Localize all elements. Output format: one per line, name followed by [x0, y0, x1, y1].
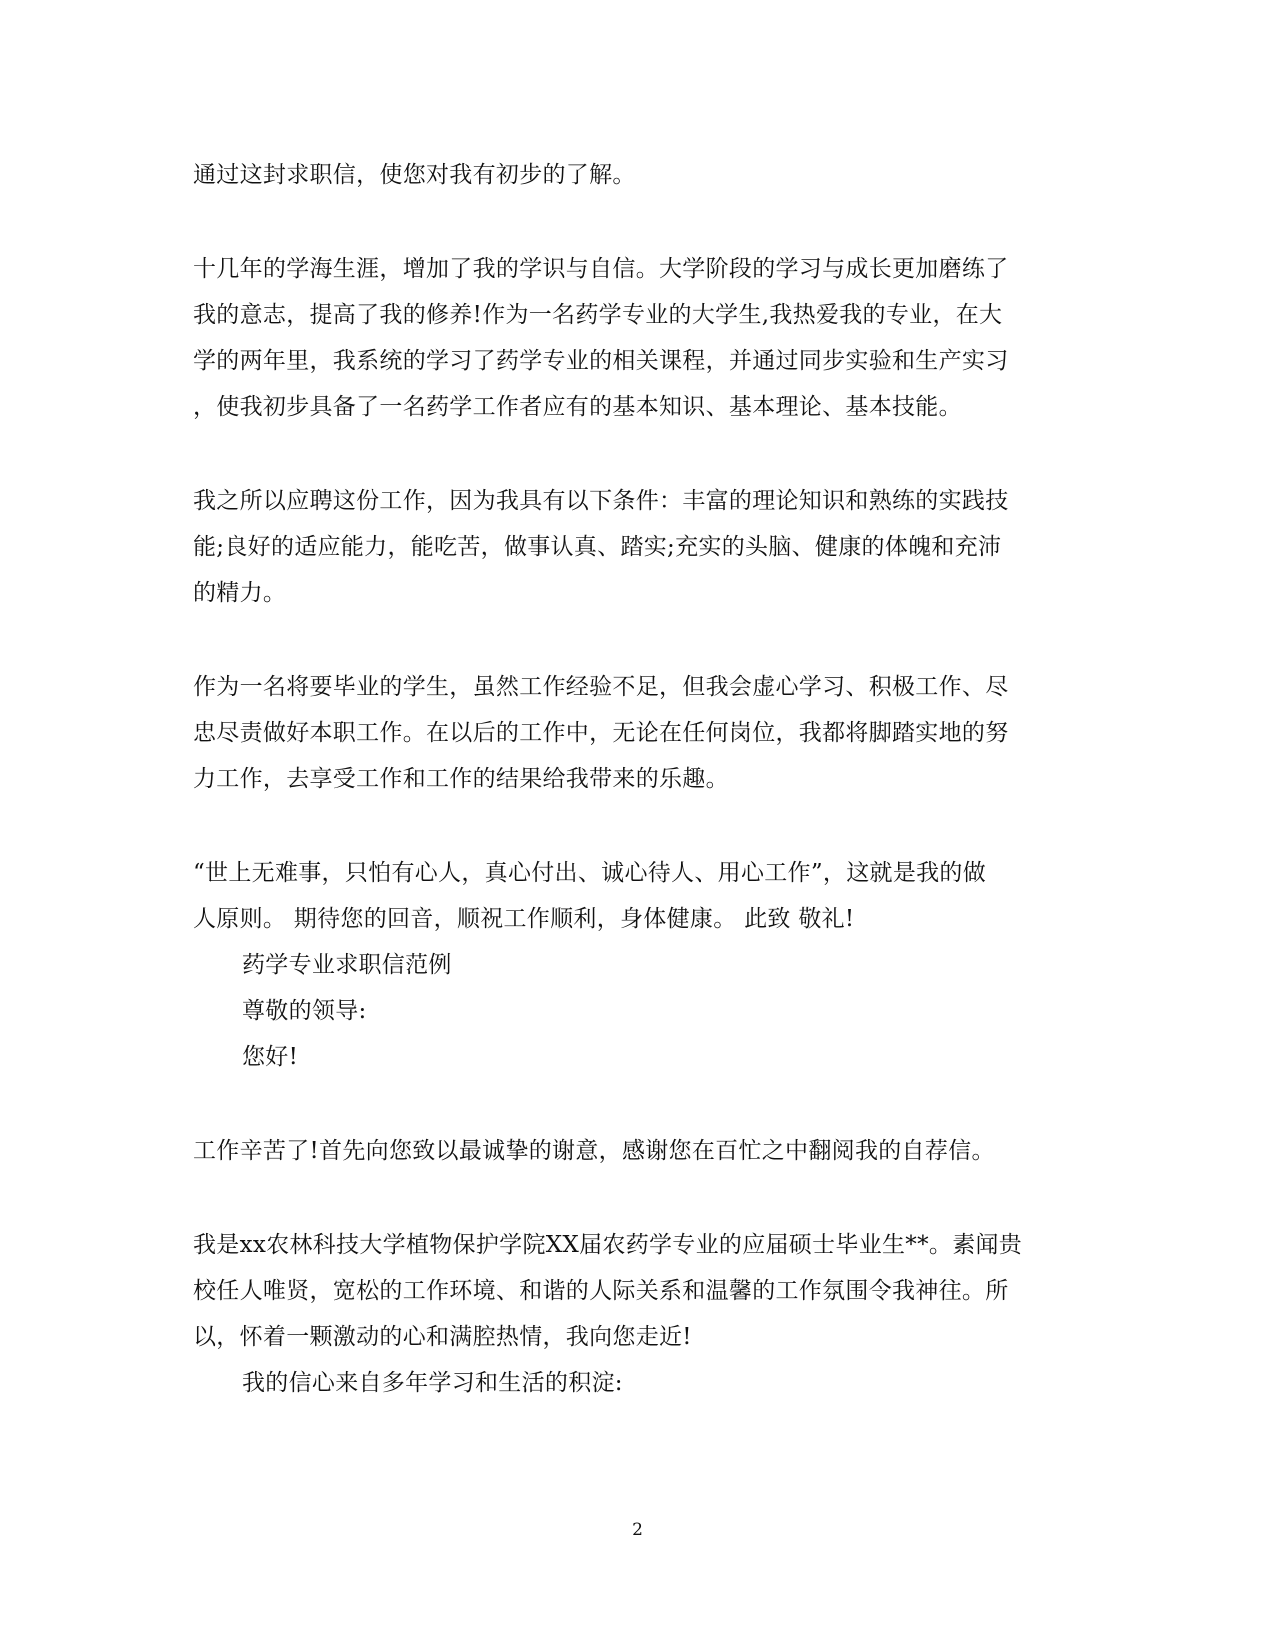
salutation: 尊敬的领导: [242, 998, 367, 1024]
text-line: 我之所以应聘这份工作，因为我具有以下条件：丰富的理论知识和熟练的实践技 [193, 488, 1009, 514]
text-line: 通过这封求职信，使您对我有初步的了解。 [193, 162, 636, 188]
text-line: 校任人唯贤，宽松的工作环境、和谐的人际关系和温馨的工作氛围令我神往。所 [193, 1278, 1009, 1304]
page-number: 2 [632, 1520, 643, 1540]
text-line: “世上无难事，只怕有心人，真心付出、诚心待人、用心工作”，这就是我的做 [193, 860, 987, 886]
text-line: 力工作，去享受工作和工作的结果给我带来的乐趣。 [193, 766, 729, 792]
text-line: 人原则。 期待您的回音，顺祝工作顺利，身体健康。 此致 敬礼! [193, 906, 855, 932]
text-line: 我是xx农林科技大学植物保护学院XX届农药学专业的应届硕士毕业生**。素闻贵 [193, 1232, 1023, 1258]
text-line: 以，怀着一颗激动的心和满腔热情，我向您走近! [193, 1324, 692, 1350]
text-line: 工作辛苦了!首先向您致以最诚挚的谢意，感谢您在百忙之中翻阅我的自荐信。 [193, 1138, 995, 1164]
letter-title: 药学专业求职信范例 [242, 952, 452, 978]
text-line: 能;良好的适应能力，能吃苦，做事认真、踏实;充实的头脑、健康的体魄和充沛 [193, 534, 1002, 560]
text-line: 学的两年里，我系统的学习了药学专业的相关课程，并通过同步实验和生产实习 [193, 348, 1009, 374]
text-line: 忠尽责做好本职工作。在以后的工作中，无论在任何岗位，我都将脚踏实地的努 [193, 720, 1009, 746]
text-line: 十几年的学海生涯，增加了我的学识与自信。大学阶段的学习与成长更加磨练了 [193, 256, 1009, 282]
text-line: 的精力。 [193, 580, 287, 606]
text-line: ，使我初步具备了一名药学工作者应有的基本知识、基本理论、基本技能。 [193, 394, 962, 420]
text-line: 我的意志，提高了我的修养!作为一名药学专业的大学生,我热爱我的专业，在大 [193, 302, 1003, 328]
greeting: 您好! [242, 1044, 299, 1070]
text-line: 作为一名将要毕业的学生，虽然工作经验不足，但我会虚心学习、积极工作、尽 [193, 674, 1009, 700]
text-line: 我的信心来自多年学习和生活的积淀: [242, 1370, 623, 1396]
